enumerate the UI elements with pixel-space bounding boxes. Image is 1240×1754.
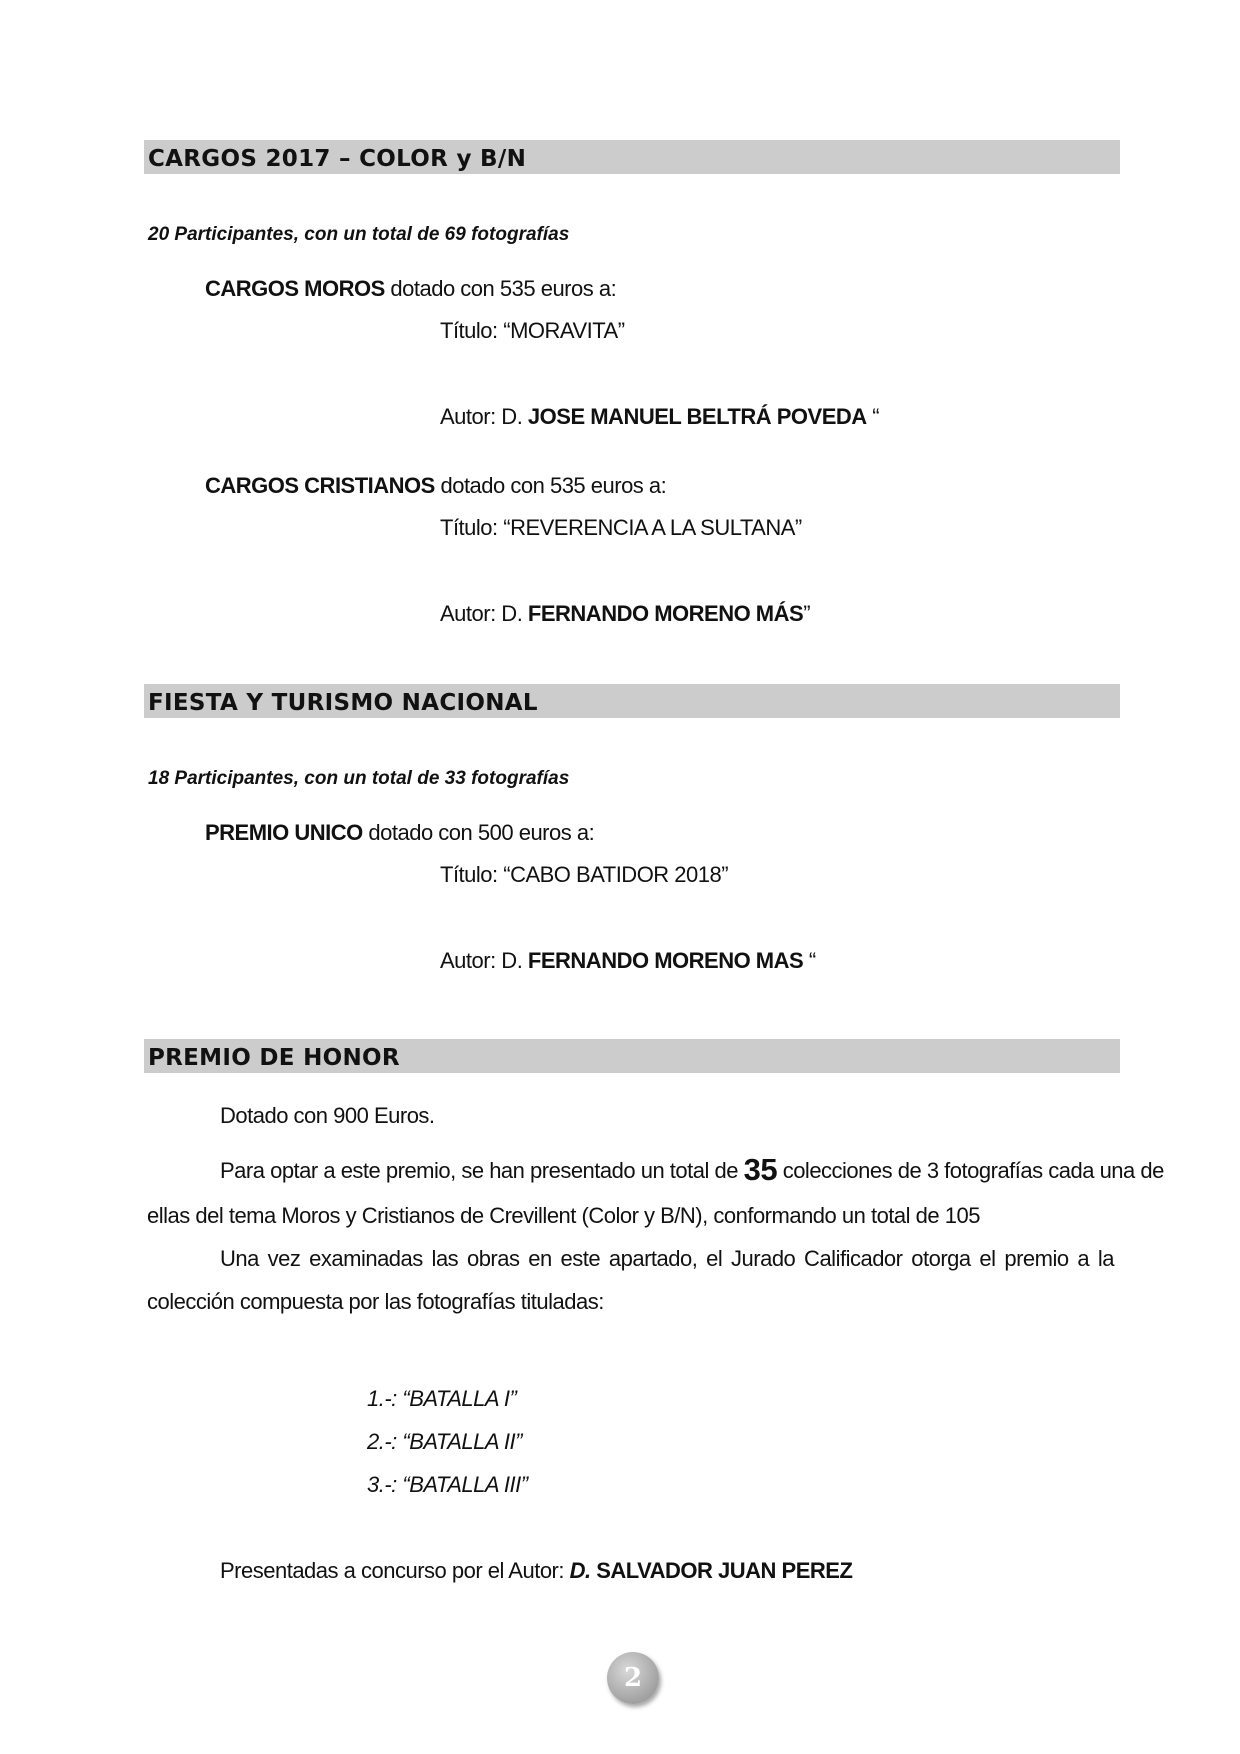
author-name: FERNANDO MORENO MÁS — [527, 601, 804, 626]
honor-paragraph-2: Una vez examinadas las obras en este apartado, el Jurado Calificador otorga el premio a la — [220, 1246, 1114, 1271]
list-item: 2.-: “BATALLA II” — [367, 1429, 522, 1454]
author-name: JOSE MANUEL BELTRÁ POVEDA — [527, 404, 867, 429]
award-category: CARGOS CRISTIANOS — [205, 473, 435, 498]
paragraph-text: Para optar a este premio, se han presentado un total de — [220, 1158, 744, 1183]
author-suffix: ” — [803, 601, 811, 626]
title-value: “REVERENCIA A LA SULTANA” — [503, 515, 802, 540]
award-line — [205, 473, 666, 499]
honor-paragraph-2-cont: colección compuesta por las fotografías tituladas: — [147, 1289, 604, 1314]
award-prize: dotado con 500 euros a: — [362, 820, 595, 845]
award-title-line — [440, 515, 802, 541]
title-value: “MORAVITA” — [503, 318, 625, 343]
section-heading-cargos: CARGOS 2017 – COLOR y B/N — [144, 140, 1120, 174]
honor-author-line — [220, 1558, 852, 1584]
list-item: 1.-: “BATALLA I” — [367, 1386, 517, 1411]
award-prize: dotado con 535 euros a: — [434, 473, 667, 498]
award-title-line — [440, 862, 728, 888]
honor-paragraph-1-cont: ellas del tema Moros y Cristianos de Crevillent (Color y B/N), conformando un total de 105 — [147, 1203, 980, 1228]
award-author-line — [440, 948, 816, 974]
author-label: Autor: D. — [440, 948, 528, 973]
participants-summary: 18 Participantes, con un total de 33 fotografías — [148, 768, 570, 789]
title-label: Título: — [440, 515, 504, 540]
section-heading-fiesta: FIESTA Y TURISMO NACIONAL — [144, 684, 1120, 718]
presented-label: Presentadas a concurso por el Autor: — [220, 1558, 570, 1583]
award-author-line — [440, 601, 810, 627]
award-author-line — [440, 404, 879, 430]
title-label: Título: — [440, 862, 504, 887]
presented-prefix: D. — [569, 1558, 591, 1583]
award-category: CARGOS MOROS — [205, 276, 385, 301]
award-category: PREMIO UNICO — [205, 820, 363, 845]
paragraph-text: colecciones de 3 fotografías cada una de — [777, 1158, 1164, 1183]
honor-prize-amount: Dotado con 900 Euros. — [220, 1103, 435, 1128]
page-number-badge: 2 — [607, 1652, 659, 1704]
title-label: Título: — [440, 318, 504, 343]
author-label: Autor: D. — [440, 404, 528, 429]
section-heading-honor: PREMIO DE HONOR — [144, 1039, 1120, 1073]
award-line — [205, 276, 616, 302]
list-item: 3.-: “BATALLA III” — [367, 1472, 528, 1497]
collections-count: 35 — [743, 1152, 778, 1187]
award-title-line — [440, 318, 625, 344]
presented-name: SALVADOR JUAN PEREZ — [590, 1558, 853, 1583]
award-line — [205, 820, 594, 846]
award-prize: dotado con 535 euros a: — [384, 276, 617, 301]
author-suffix: “ — [866, 404, 880, 429]
author-name: FERNANDO MORENO MAS — [527, 948, 804, 973]
author-label: Autor: D. — [440, 601, 528, 626]
author-suffix: “ — [803, 948, 816, 973]
honor-paragraph-1 — [220, 1152, 1164, 1188]
title-value: “CABO BATIDOR 2018” — [503, 862, 729, 887]
participants-summary: 20 Participantes, con un total de 69 fotografías — [148, 224, 570, 245]
